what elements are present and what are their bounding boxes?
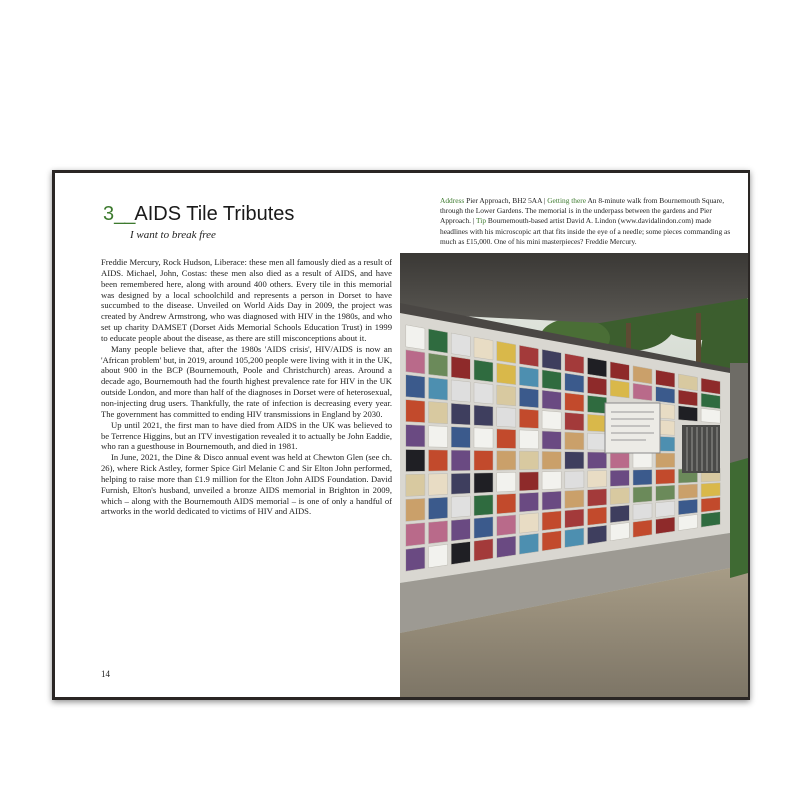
- memorial-tile: [678, 499, 697, 515]
- memorial-tile: [429, 426, 448, 448]
- memorial-tile: [588, 452, 607, 469]
- memorial-tile: [451, 519, 470, 541]
- body-paragraph: Freddie Mercury, Rock Hudson, Liberace: these men all famously died as a result of AIDS. Michael, John, Costas: these men also died as a result of AIDS, and have been remembered here, along with around 400 others. Every tile in this memorial was designed by a local schoolchild and represents a person in Dorset to have succumbed to the disease. Unveiled on World Aids Day in 2009, the project was created by Andrew Armstrong, who was diagnosed with HIV in the 1980s, and who set up charity DAMSET (Dorset Aids Memorial Schools Education Trust) in 1999 to educate people about the disease, as there are still misconceptions about it.: [101, 257, 392, 343]
- memorial-tile: [451, 473, 470, 494]
- memorial-tile: [542, 471, 561, 489]
- memorial-tile: [519, 513, 538, 533]
- memorial-tile: [678, 406, 697, 422]
- memorial-tile: [474, 360, 493, 382]
- memorial-tile: [406, 450, 425, 472]
- tip-label: Tip: [476, 216, 487, 226]
- memorial-tile: [701, 497, 720, 512]
- memorial-tile: [474, 517, 493, 539]
- memorial-tile: [542, 451, 561, 469]
- memorial-tile: [542, 511, 561, 531]
- memorial-tile: [656, 469, 675, 484]
- memorial-tile: [633, 503, 652, 520]
- chapter-separator: __: [114, 203, 135, 225]
- memorial-tile: [588, 489, 607, 507]
- memorial-tile: [565, 393, 584, 412]
- memorial-tile: [656, 387, 675, 404]
- chapter-title-text: AIDS Tile Tributes: [134, 203, 295, 225]
- memorial-tile: [565, 509, 584, 528]
- memorial-tile: [519, 388, 538, 408]
- memorial-tile: [565, 373, 584, 393]
- memorial-tile: [701, 393, 720, 409]
- memorial-tile: [610, 362, 629, 381]
- info-box: [400, 173, 748, 253]
- memorial-tile: [610, 523, 629, 541]
- memorial-tile: [451, 333, 470, 357]
- memorial-tile: [542, 531, 561, 551]
- memorial-tile: [588, 395, 607, 413]
- memorial-tile: [451, 427, 470, 448]
- memorial-tile: [633, 366, 652, 384]
- memorial-tile: [451, 496, 470, 518]
- memorial-tile: [429, 521, 448, 544]
- memorial-tile: [656, 485, 675, 501]
- memorial-tile: [429, 377, 448, 400]
- memorial-tile: [451, 403, 470, 425]
- memorial-tile: [451, 542, 470, 565]
- hedge: [730, 458, 748, 578]
- memorial-tile: [451, 450, 470, 471]
- memorial-tile: [519, 367, 538, 388]
- memorial-tile: [406, 498, 425, 521]
- memorial-tile: [588, 471, 607, 488]
- memorial-tile: [701, 408, 720, 423]
- memorial-tile: [542, 431, 561, 449]
- memorial-tile: [588, 414, 607, 432]
- wall-vent: [682, 425, 720, 473]
- memorial-tile: [497, 515, 516, 536]
- memorial-tile: [610, 470, 629, 486]
- chapter-number: 3: [103, 203, 115, 225]
- memorial-tile: [429, 544, 448, 568]
- memorial-tile: [610, 380, 629, 398]
- memorial-tile: [474, 539, 493, 561]
- memorial-tile: [542, 390, 561, 410]
- memorial-tile: [542, 491, 561, 510]
- memorial-tile: [588, 525, 607, 544]
- memorial-tile: [474, 451, 493, 471]
- memorial-tile: [474, 495, 493, 516]
- memorial-tile: [588, 377, 607, 396]
- memorial-tile: [519, 451, 538, 470]
- getting-there-label: Getting there: [547, 196, 587, 205]
- getting-there-value: An 8-minute walk from Bournemouth Square, through the Lower Gardens. The memorial is in the underpass between the gardens and Pier Approach. |: [440, 196, 725, 226]
- memorial-tile: [474, 405, 493, 426]
- memorial-tile: [519, 472, 538, 491]
- memorial-tile: [633, 470, 652, 486]
- memorial-tile: [406, 325, 425, 350]
- body-text: [101, 257, 392, 517]
- address-value: Pier Approach, BH2 5AA |: [464, 196, 548, 205]
- memorial-tile: [474, 473, 493, 493]
- memorial-tile: [406, 547, 425, 571]
- memorial-tile: [565, 471, 584, 489]
- memorial-tile: [519, 533, 538, 554]
- chapter-title: [103, 203, 294, 226]
- chapter-subtitle: I want to break free: [130, 229, 216, 241]
- memorial-tile: [406, 523, 425, 547]
- memorial-tile: [701, 512, 720, 528]
- memorial-tile: [678, 484, 697, 499]
- memorial-tile: [656, 501, 675, 517]
- memorial-tile: [429, 474, 448, 496]
- memorial-tile: [633, 453, 652, 468]
- memorial-tile: [519, 409, 538, 429]
- memorial-tile: [565, 412, 584, 430]
- memorial-tile: [497, 494, 516, 514]
- memorial-tile: [678, 514, 697, 530]
- memorial-tile: [701, 483, 720, 497]
- memorial-tile: [565, 354, 584, 374]
- memorial-tile: [429, 497, 448, 519]
- memorial-tile: [656, 453, 675, 468]
- memorial-tile: [588, 358, 607, 378]
- vent-bars: [687, 427, 717, 471]
- memorial-tile: [429, 450, 448, 471]
- memorial-tile: [474, 337, 493, 360]
- memorial-tile: [588, 433, 607, 450]
- memorial-tile: [610, 452, 629, 468]
- page-number: 14: [101, 669, 110, 679]
- memorial-tile: [497, 407, 516, 427]
- memorial-tile: [497, 429, 516, 449]
- memorial-tile: [429, 402, 448, 424]
- memorial-tile: [406, 425, 425, 447]
- memorial-tile: [678, 390, 697, 406]
- memorial-tile: [519, 492, 538, 512]
- body-paragraph: Many people believe that, after the 1980s 'AIDS crisis', HIV/AIDS is now an 'African problem' but, in 2019, around 105,200 people were living with it in the UK, about 900 in the BCP (Bournemouth, Poole and Christchurch) areas. Around a decade ago, Bournemouth had the fourth highest prevalence rate for HIV in the UK outside London, and more than half of the diagnoses in Dorset were of heterosexual, non-injecting drug users. Thankfully, the rate of infection is decreasing every year. The government has committed to ending HIV transmissions in England by 2030.: [101, 343, 392, 419]
- tip-value: Bournemouth-based artist David A. Lindon (www.davidalindon.com) made headlines with his microscopic art that fits inside the eye of a needle; some pieces commanding as much as £15,000. One of his mini masterpieces? Freddie Mercury.: [440, 216, 731, 246]
- memorial-tile: [519, 430, 538, 449]
- memorial-tile: [497, 451, 516, 470]
- memorial-tile: [519, 345, 538, 367]
- memorial-tile: [565, 528, 584, 548]
- memorial-tile: [406, 350, 425, 374]
- memorial-tile: [497, 385, 516, 406]
- memorial-tile: [451, 356, 470, 379]
- memorial-tile: [474, 428, 493, 448]
- memorial-tile: [497, 472, 516, 492]
- memorial-tile: [656, 517, 675, 534]
- memorial-tile: [633, 520, 652, 538]
- memorial-tile: [429, 353, 448, 377]
- memorial-tile: [542, 411, 561, 430]
- memorial-tile: [406, 474, 425, 496]
- memorial-plaque: [605, 403, 660, 453]
- memorial-tile: [497, 363, 516, 385]
- memorial-tile: [610, 505, 629, 523]
- body-paragraph: In June, 2021, the Dine & Disco annual event was held at Chewton Glen (see ch. 26), where Rick Astley, former Spice Girl Melanie C and Sir Elton John performed, helping to raise more than £1.9 million for the Elton John AIDS Foundation. David Furnish, Elton's husband, unveiled a bronze AIDS memorial in Brighton in 2009, which – along with the Bournemouth AIDS memorial – is one of only a handful of artworks in the world dedicated to victims of HIV and AIDS.: [101, 452, 392, 517]
- memorial-tile: [565, 490, 584, 508]
- memorial-tile: [633, 383, 652, 401]
- memorial-tile: [451, 380, 470, 402]
- body-paragraph: Up until 2021, the first man to have died from AIDS in the UK was believed to be Terrence Higgins, but an ITV investigation revealed it to actually be John Eaddie, who ran a guesthouse in Bournemouth, and died in 1981.: [101, 419, 392, 452]
- memorial-tile: [497, 536, 516, 558]
- memorial-tile: [610, 488, 629, 505]
- memorial-tile: [633, 486, 652, 502]
- memorial-tile: [497, 341, 516, 363]
- address-label: Address: [440, 196, 465, 205]
- memorial-tile: [429, 329, 448, 353]
- memorial-tile: [565, 452, 584, 469]
- memorial-tile: [542, 349, 561, 370]
- memorial-tile: [474, 383, 493, 405]
- memorial-tile: [565, 432, 584, 450]
- memorial-tile: [588, 507, 607, 525]
- memorial-tile: [406, 375, 425, 399]
- memorial-tile: [406, 400, 425, 423]
- right-page: [400, 173, 748, 697]
- memorial-tile: [542, 370, 561, 390]
